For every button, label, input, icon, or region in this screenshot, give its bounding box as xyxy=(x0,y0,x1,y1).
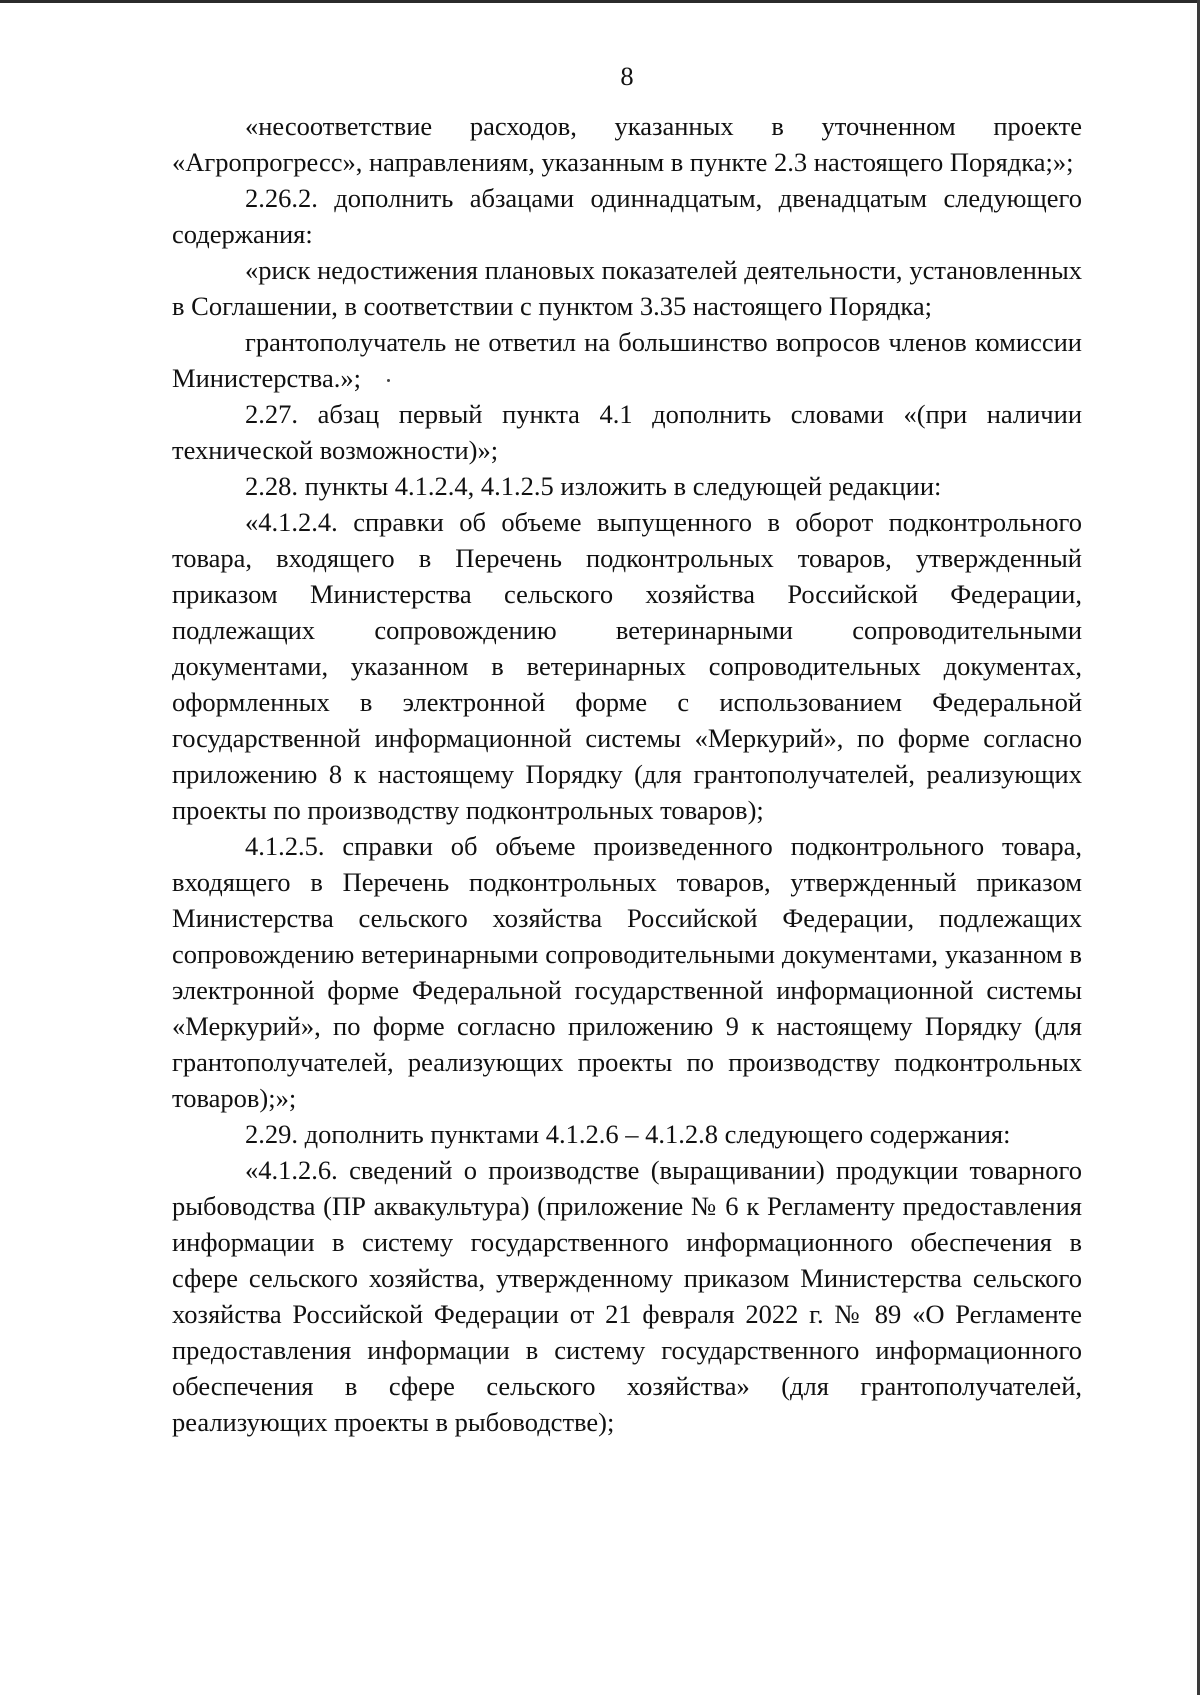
paragraph-1: «несоответствие расходов, указанных в уточненном проекте «Агропрогресс», направлениям, указанным в пункте 2.3 настоящего Порядка;»; xyxy=(172,111,1082,177)
paragraph-3: «риск недостижения плановых показателей деятельности, установленных в Соглашении, в соответствии с пунктом 3.35 настоящего Порядка; xyxy=(172,255,1082,321)
paragraph-9: 2.29. дополнить пунктами 4.1.2.6 – 4.1.2.8 следующего содержания: xyxy=(245,1119,1011,1149)
document-page xyxy=(172,58,1082,1440)
paragraph-5: 2.27. абзац первый пункта 4.1 дополнить словами «(при наличии технической возможности)»; xyxy=(172,399,1082,465)
paragraph-7: «4.1.2.4. справки об объеме выпущенного в оборот подконтрольного товара, входящего в Перечень подконтрольных товаров, утвержденный приказом Министерства сельского хозяйства Российской Федерации, подлежащих сопровождению ветеринарными сопроводительными документами, указанном в ветеринарных сопроводительных документах, оформленных в электронной форме с использованием Федеральной государственной информационной системы «Меркурий», по форме согласно приложению 8 к настоящему Порядку (для грантополучателей, реализующих проекты по производству подконтрольных товаров); xyxy=(172,507,1082,825)
paragraph-4-text: грантополучатель не ответил на большинство вопросов членов комиссии Министерства.»; xyxy=(172,327,1082,393)
page-number: 8 xyxy=(620,61,634,91)
paragraph-4 xyxy=(172,324,1082,396)
paragraph-10: «4.1.2.6. сведений о производстве (выращивании) продукции товарного рыбоводства (ПР аквакультура) (приложение № 6 к Регламенту предоставления информации в систему государственного информационного обеспечения в сфере сельского хозяйства, утвержденному приказом Министерства сельского хозяйства Российской Федерации от 21 февраля 2022 г. № 89 «О Регламенте предоставления информации в систему государственного информационного обеспечения в сфере сельского хозяйства» (для грантополучателей, реализующих проекты в рыбоводстве); xyxy=(172,1155,1082,1437)
paragraph-8: 4.1.2.5. справки об объеме произведенного подконтрольного товара, входящего в Перечень подконтрольных товаров, утвержденный приказом Министерства сельского хозяйства Российской Федерации, подлежащих сопровождению ветеринарными сопроводительными документами, указанном в электронной форме Федеральной государственной информационной системы «Меркурий», по форме согласно приложению 9 к настоящему Порядку (для грантополучателей, реализующих проекты по производству подконтрольных товаров);»; xyxy=(172,831,1082,1113)
scan-speck xyxy=(387,379,390,382)
scan-edge-top xyxy=(0,0,1200,3)
paragraph-2: 2.26.2. дополнить абзацами одиннадцатым, двенадцатым следующего содержания: xyxy=(172,183,1082,249)
paragraph-6: 2.28. пункты 4.1.2.4, 4.1.2.5 изложить в следующей редакции: xyxy=(245,471,942,501)
